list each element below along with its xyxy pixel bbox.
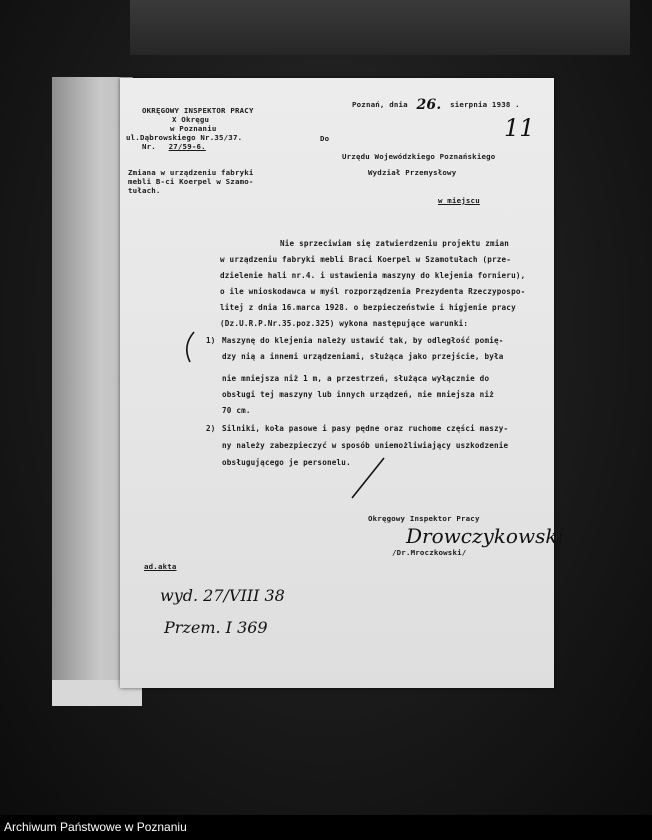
body-line-1: Nie sprzeciwiam się zatwierdzeniu projektu zmian bbox=[280, 239, 510, 248]
recipient-line-1: Urzędu Wojewódzkiego Poznańskiego bbox=[342, 152, 496, 161]
office-line-4: ul.Dąbrowskiego Nr.35/37. bbox=[126, 133, 243, 142]
signature-title: Okręgowy Inspektor Pracy bbox=[368, 514, 480, 523]
recipient-do: Do bbox=[320, 134, 330, 143]
file-note: ad.akta bbox=[144, 562, 177, 571]
condition-2-line-2: ny należy zabezpieczyć w sposób uniemożliwiający uszkodzenie bbox=[222, 441, 509, 450]
signature-name: /Dr.Mroczkowski/ bbox=[392, 548, 467, 557]
pen-stroke-mark bbox=[348, 456, 388, 502]
handwritten-number: 11 bbox=[504, 114, 535, 142]
archive-label: Archiwum Państwowe w Poznaniu bbox=[4, 820, 187, 834]
recipient-place: w miejscu bbox=[438, 196, 480, 205]
subject-line-1: Zmiana w urządzeniu fabryki bbox=[128, 168, 254, 177]
body-line-4: o ile wnioskodawca w myśl rozporządzenia Prezydenta Rzeczypospo- bbox=[220, 287, 526, 296]
place-date-prefix: Poznań, dnia bbox=[352, 100, 408, 109]
condition-1-line-5: 70 cm. bbox=[222, 406, 251, 415]
condition-1-line-4: obsługi tej maszyny lub innych urządzeń, nie mniejsza niż bbox=[222, 390, 494, 399]
archive-footer bbox=[0, 815, 652, 840]
subject-line-2: mebli B-ci Koerpel w Szamo- bbox=[128, 177, 254, 186]
body-line-3: dzielenie hali nr.4. i ustawienia maszyny do klejenia fornieru), bbox=[220, 271, 526, 280]
office-line-3: w Poznaniu bbox=[170, 124, 217, 133]
case-number bbox=[142, 142, 206, 151]
body-line-2: w urządzeniu fabryki mebli Braci Koerpel w Szamotułach (prze- bbox=[220, 255, 512, 264]
condition-1-number: 1) bbox=[206, 336, 216, 345]
condition-1-line-1: Maszynę do klejenia należy ustawić tak, by odległość pomię- bbox=[222, 336, 504, 345]
body-line-6: (Dz.U.R.P.Nr.35.poz.325) wykona następujące warunki: bbox=[220, 319, 469, 328]
handwritten-signature: Drowczykowski bbox=[406, 524, 564, 548]
condition-1-line-2: dzy nią a innemi urządzeniami, służąca jako przejście, była bbox=[222, 352, 504, 361]
body-line-5: litej z dnia 16.marca 1928. o bezpieczeństwie i higjenie pracy bbox=[220, 303, 516, 312]
document-page bbox=[120, 78, 564, 688]
case-number-value: 27/59-6. bbox=[168, 142, 206, 151]
condition-2-number: 2) bbox=[206, 424, 216, 433]
case-number-label: Nr. bbox=[142, 142, 156, 151]
top-strip bbox=[130, 0, 630, 55]
month-year: sierpnia 1938 . bbox=[450, 100, 520, 109]
handwritten-note-1: wyd. 27/VIII 38 bbox=[160, 586, 285, 605]
condition-2-line-3: obsługującego je personelu. bbox=[222, 458, 351, 467]
office-line-2: X Okręgu bbox=[172, 115, 210, 124]
place-date bbox=[352, 97, 520, 113]
condition-2-line-1: Silniki, koła pasowe i pasy pędne oraz ruchome części maszy- bbox=[222, 424, 509, 433]
condition-1-line-3: nie mniejsza niż 1 m, a przestrzeń, służąca wyłącznie do bbox=[222, 374, 490, 383]
recipient-line-2: Wydział Przemysłowy bbox=[368, 168, 457, 177]
office-line-1: OKRĘGOWY INSPEKTOR PRACY bbox=[142, 106, 254, 115]
subject-line-3: tułach. bbox=[128, 186, 161, 195]
handwritten-day: 26. bbox=[416, 97, 442, 113]
margin-bracket-mark bbox=[180, 330, 200, 364]
handwritten-note-2: Przem. I 369 bbox=[164, 618, 268, 637]
